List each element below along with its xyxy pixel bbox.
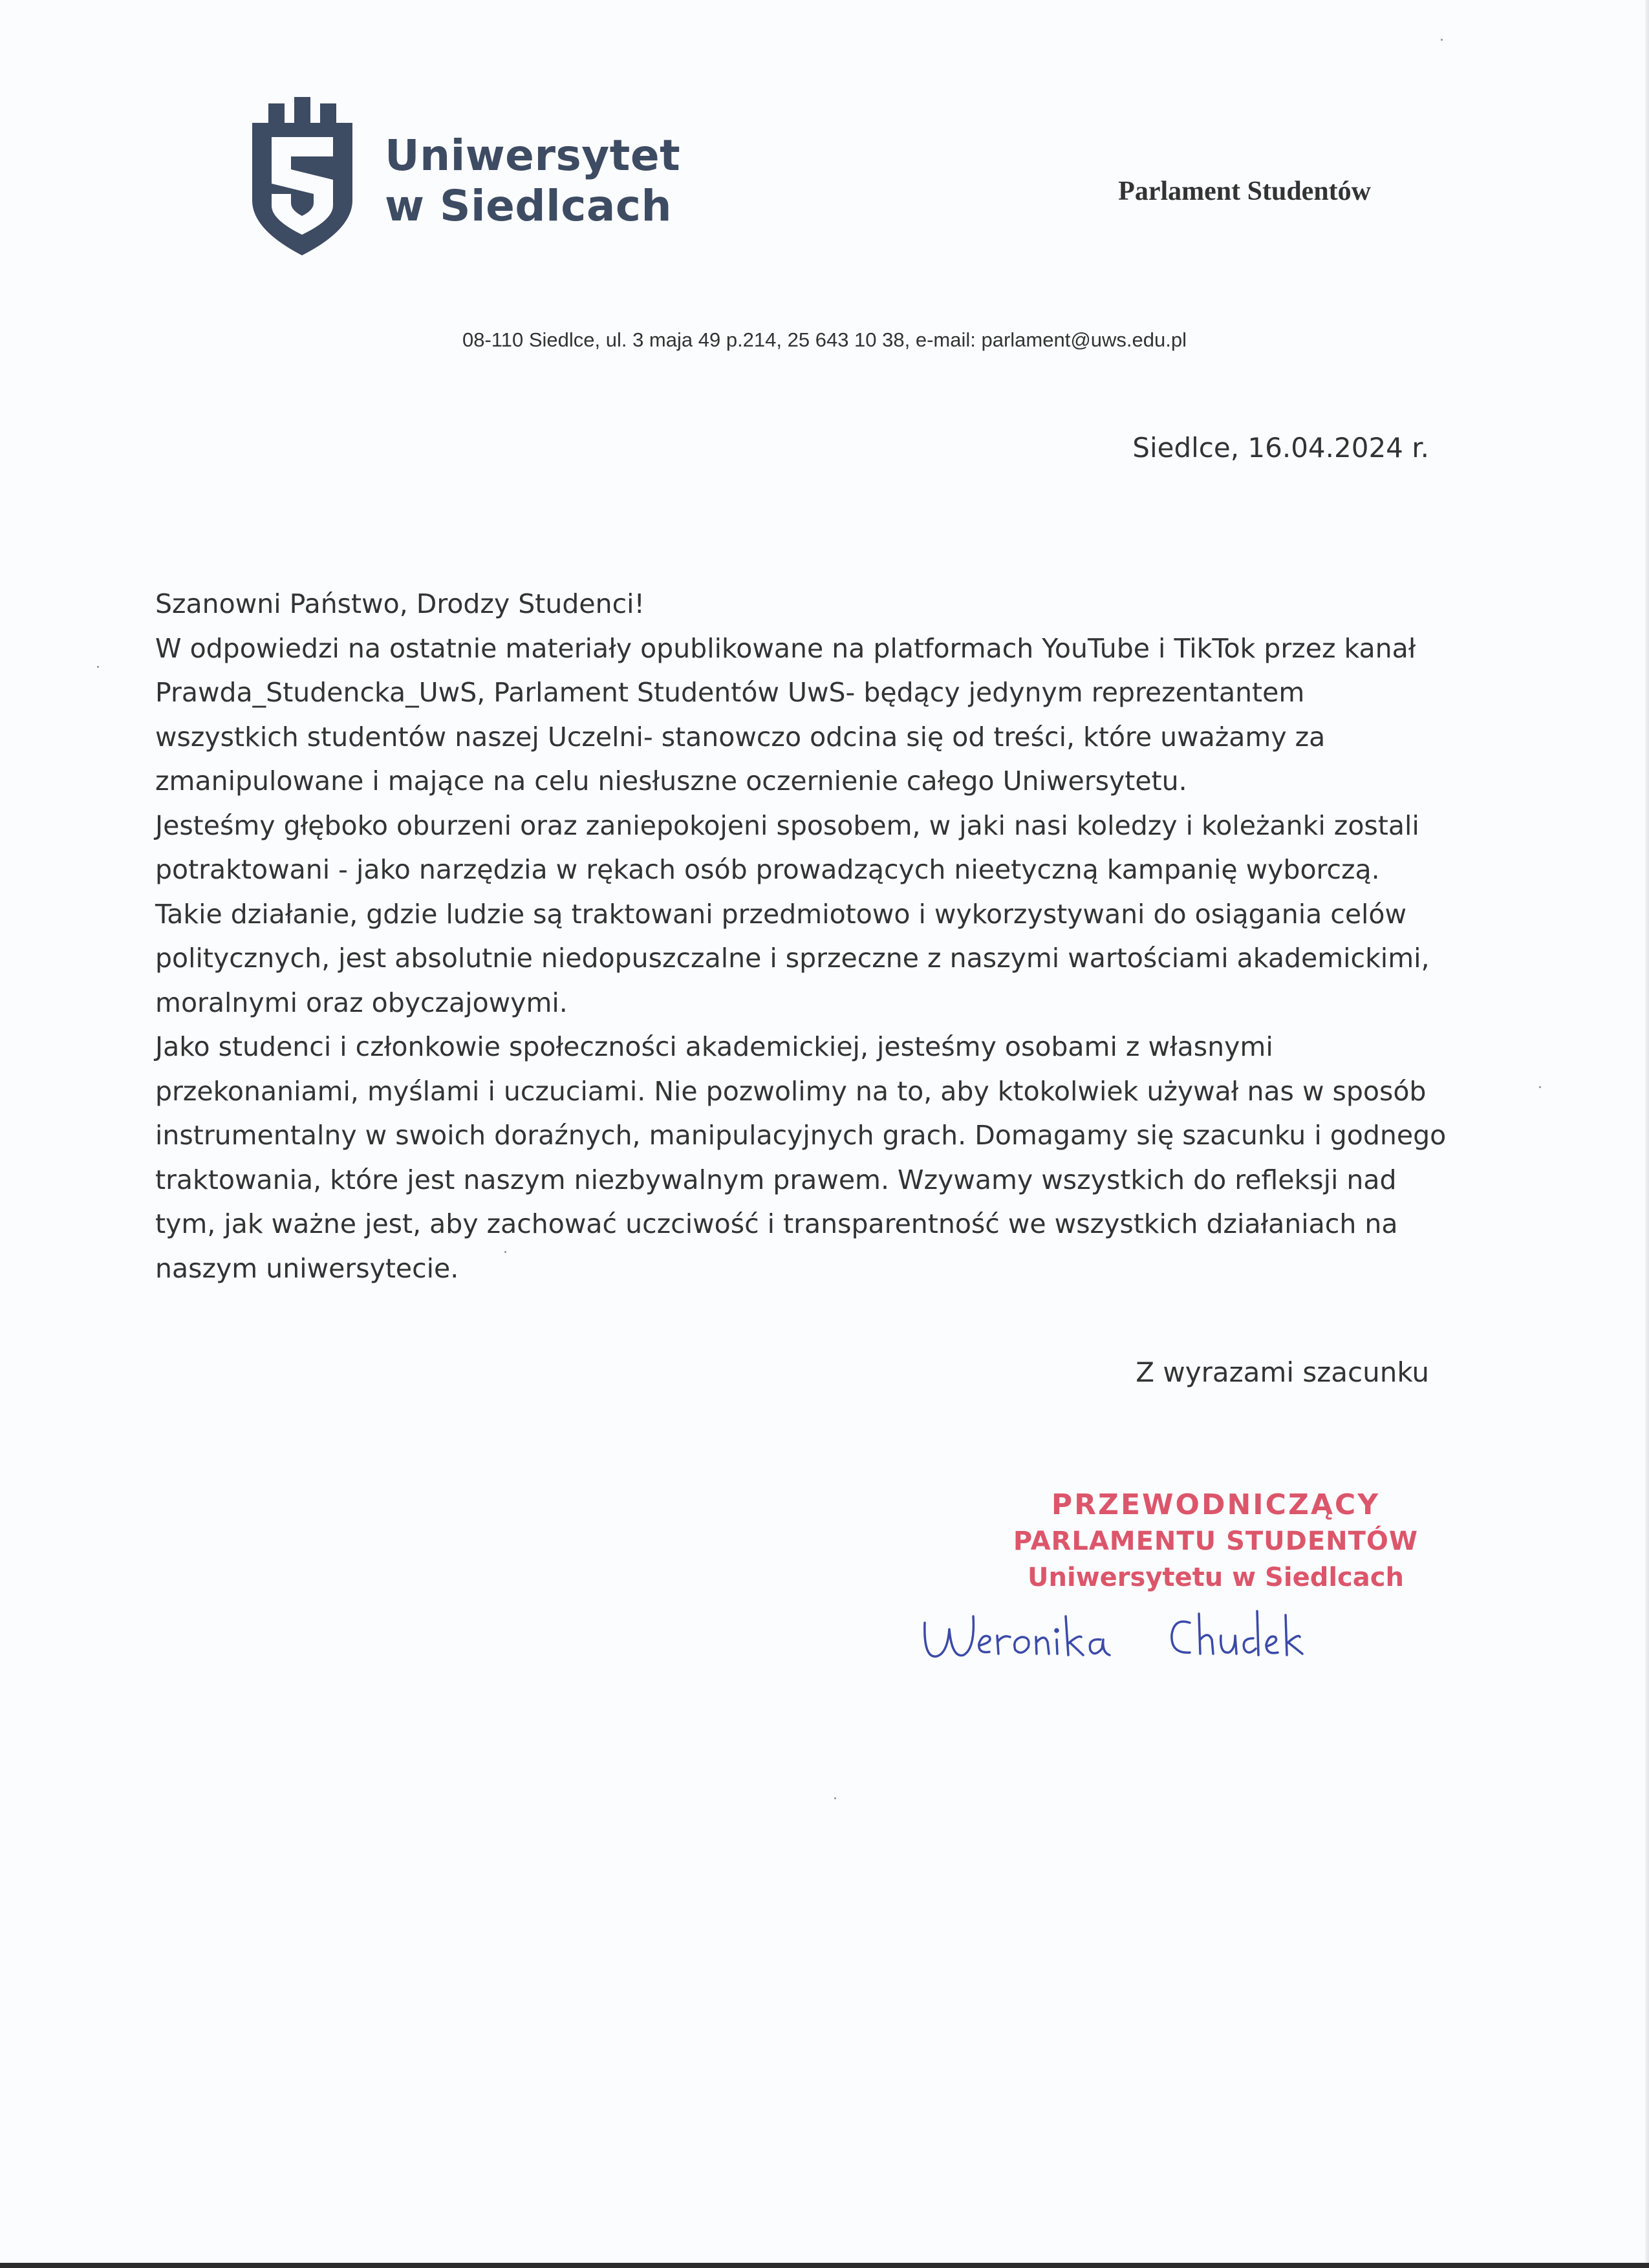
university-logo <box>246 97 698 259</box>
letter-body <box>155 582 1449 1290</box>
official-stamp <box>1009 1487 1423 1596</box>
scan-edge-bottom <box>0 2263 1649 2268</box>
body-line: zmanipulowane i mające na celu niesłuszne oczernienie całego Uniwersytetu. <box>155 765 1187 797</box>
university-name-line2: w Siedlcach <box>385 181 673 231</box>
body-line: tym, jak ważne jest, aby zachować uczciwość i transparentność we wszystkich działaniach na <box>155 1208 1398 1239</box>
contact-address: 08-110 Siedlce, ul. 3 maja 49 p.214, 25 643 10 38, e-mail: parlament@uws.edu.pl <box>462 328 1187 351</box>
body-line: naszym uniwersytecie. <box>155 1252 459 1284</box>
body-line: wszystkich studentów naszej Uczelni- stanowczo odcina się od treści, które uważamy za <box>155 721 1326 753</box>
body-line: Jako studenci i członkowie społeczności akademickiej, jesteśmy osobami z własnymi <box>155 1031 1273 1062</box>
department-name: Parlament Studentów <box>1118 177 1371 206</box>
body-line: W odpowiedzi na ostatnie materiały opublikowane na platformach YouTube i TikTok przez kanał <box>155 632 1416 664</box>
stamp-line2: PARLAMENTU STUDENTÓW <box>1013 1526 1419 1556</box>
scan-speck <box>1441 39 1443 41</box>
letter-date: Siedlce, 16.04.2024 r. <box>1132 432 1429 464</box>
body-line: politycznych, jest absolutnie niedopuszczalne i sprzeczne z naszymi wartościami akademickimi, <box>155 943 1430 974</box>
university-name <box>385 131 680 231</box>
handwritten-signature <box>918 1597 1332 1687</box>
closing-phrase: Z wyrazami szacunku <box>1136 1356 1429 1388</box>
university-name-line1: Uniwersytet <box>385 131 681 180</box>
body-line: Jesteśmy głęboko oburzeni oraz zaniepokojeni sposobem, w jaki nasi koledzy i koleżanki zostali <box>155 809 1419 841</box>
body-line: Takie działanie, gdzie ludzie są traktowani przedmiotowo i wykorzystywani do osiągania celów <box>155 898 1407 930</box>
scan-edge-right <box>1645 0 1649 2268</box>
scan-speck <box>97 666 99 668</box>
scan-speck <box>1539 1086 1541 1088</box>
body-line: przekonaniami, myślami i uczuciami. Nie pozwolimy na to, aby ktokolwiek używał nas w sposób <box>155 1075 1427 1107</box>
stamp-line1: PRZEWODNICZĄCY <box>1051 1488 1381 1521</box>
body-line: traktowania, które jest naszym niezbywalnym prawem. Wzywamy wszystkich do refleksji nad <box>155 1164 1397 1195</box>
body-line: moralnymi oraz obyczajowymi. <box>155 987 568 1018</box>
stamp-line3: Uniwersytetu w Siedlcach <box>1028 1563 1404 1592</box>
scan-speck <box>504 1251 506 1253</box>
university-shield-s-icon <box>246 97 359 259</box>
body-line: potraktowani - jako narzędzia w rękach osób prowadzących nieetyczną kampanię wyborczą. <box>155 854 1380 885</box>
scan-speck <box>834 1797 836 1799</box>
body-line: Szanowni Państwo, Drodzy Studenci! <box>155 588 645 619</box>
body-line: instrumentalny w swoich doraźnych, manipulacyjnych grach. Domagamy się szacunku i godnego <box>155 1120 1447 1151</box>
body-line: Prawda_Studencka_UwS, Parlament Studentów UwS- będący jedynym reprezentantem <box>155 677 1305 708</box>
